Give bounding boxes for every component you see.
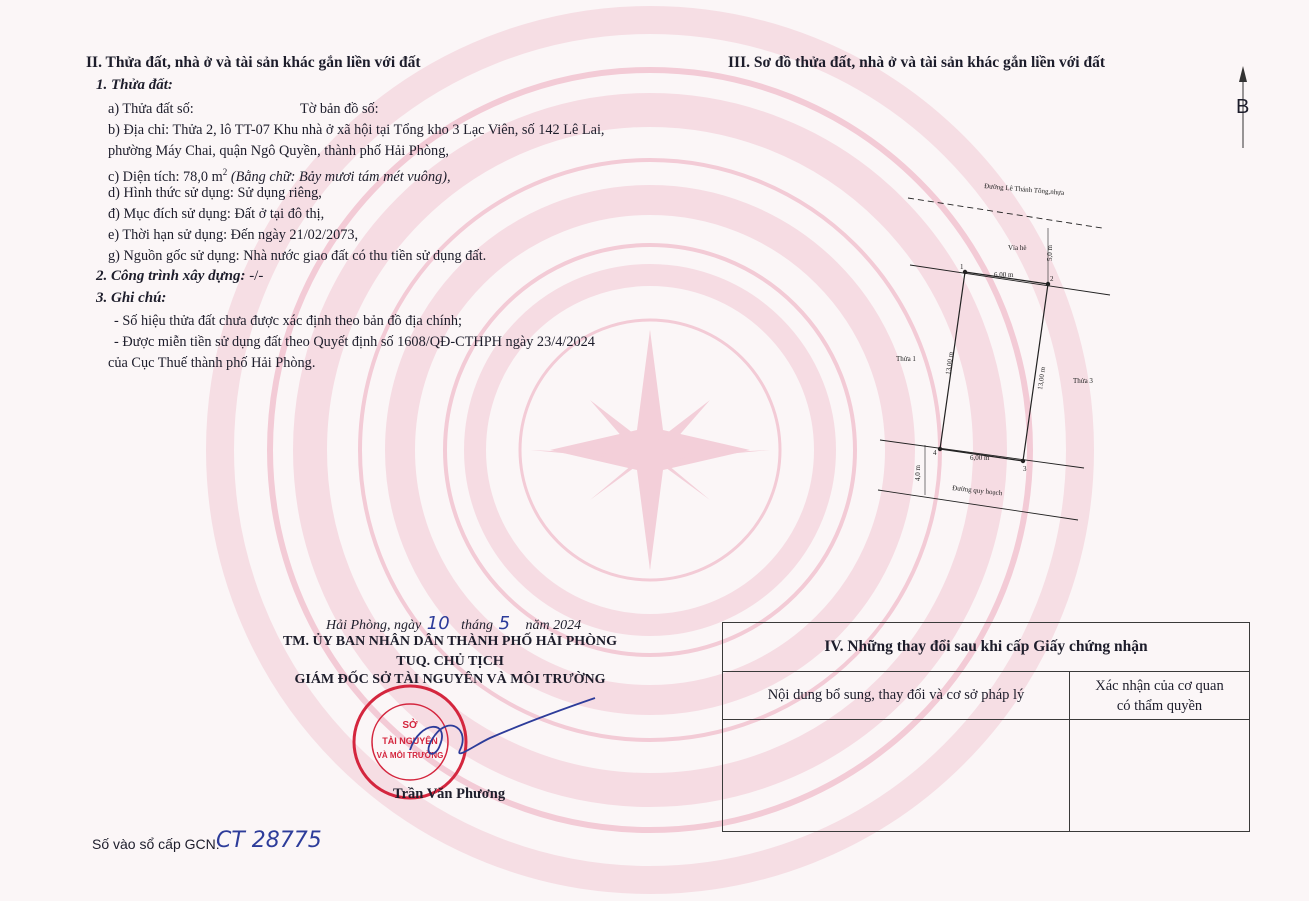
date-day: 10 xyxy=(426,613,450,634)
point-4-label: 4 xyxy=(933,449,937,457)
area-prefix: c) Diện tích: 78,0 m xyxy=(108,168,223,185)
date-prefix: Hải Phòng, ngày xyxy=(326,618,422,633)
address-line-2: phường Máy Chai, quận Ngô Quyền, thành phố Hải Phòng, xyxy=(108,143,449,159)
section2-heading: II. Thửa đất, nhà ở và tài sản khác gắn liền với đất xyxy=(86,54,421,71)
content-cell xyxy=(723,720,1070,832)
usage-purpose: đ) Mục đích sử dụng: Đất ở tại đô thị, xyxy=(108,206,325,222)
area-sup: 2 xyxy=(222,167,228,177)
road-top-label: Đường Lê Thánh Tông,nhựa xyxy=(983,182,1065,197)
parcel-diagram xyxy=(870,165,1120,535)
registry-label: Số vào sổ cấp GCN: xyxy=(92,836,220,852)
left-edge-label: 13,00 m xyxy=(944,351,956,376)
road-bottom-label: Đường quy hoạch xyxy=(951,484,1003,498)
month-label: tháng xyxy=(461,618,494,633)
date-line xyxy=(326,613,581,634)
road-bottom-width-label: 4,0 m xyxy=(914,465,922,481)
col-confirm-line1: Xác nhận của cơ quan xyxy=(1095,677,1224,694)
left-parcel-label: Thửa 1 xyxy=(896,355,916,363)
sidewalk-width-label: 5,0 m xyxy=(1046,245,1054,261)
usage-form: d) Hình thức sử dụng: Sử dụng riêng, xyxy=(108,185,322,201)
point-4 xyxy=(938,447,942,451)
svg-text:VÀ MÔI TRƯỜNG: VÀ MÔI TRƯỜNG xyxy=(376,751,444,760)
point-3 xyxy=(1021,459,1025,463)
right-parcel-label: Thửa 3 xyxy=(1073,377,1093,385)
svg-text:TÀI NGUYÊN: TÀI NGUYÊN xyxy=(382,736,438,746)
note-1: - Số hiệu thửa đất chưa được xác định theo bản đồ địa chính; xyxy=(114,313,463,329)
parcel-no-label: a) Thửa đất số: xyxy=(108,101,194,117)
usage-term: e) Thời hạn sử dụng: Đến ngày 21/02/2073, xyxy=(108,227,359,243)
address-line-1: b) Địa chỉ: Thửa 2, lô TT-07 Khu nhà ở xã hội tại Tổng kho 3 Lạc Viên, số 142 Lê Lai, xyxy=(108,122,605,138)
parcel-outline xyxy=(940,272,1048,461)
authority-line-3: GIÁM ĐỐC SỞ TÀI NGUYÊN VÀ MÔI TRƯỜNG xyxy=(294,672,606,687)
north-label: B xyxy=(1236,96,1250,118)
road-top-edge xyxy=(908,198,1102,228)
col-confirm-line2: có thẩm quyền xyxy=(1116,697,1203,714)
note-2: - Được miễn tiền sử dụng đất theo Quyết định số 1608/QĐ-CTHPH ngày 23/4/2024 xyxy=(114,334,595,350)
construction-value: -/- xyxy=(245,268,264,284)
point-2-label: 2 xyxy=(1050,275,1054,283)
year-label: năm 2024 xyxy=(525,618,582,633)
usage-origin: g) Nguồn gốc sử dụng: Nhà nước giao đất có thu tiền sử dụng đất. xyxy=(108,248,487,264)
top-edge-label: 6,00 m xyxy=(994,271,1014,279)
col-confirm-header xyxy=(1070,672,1250,720)
sidewalk-label: Vỉa hè xyxy=(1008,244,1027,252)
confirm-cell xyxy=(1070,720,1250,832)
notes-heading: 3. Ghi chú: xyxy=(96,290,167,306)
changes-table xyxy=(722,622,1250,832)
map-sheet-label: Tờ bản đồ số: xyxy=(300,101,379,117)
signer-name: Trần Văn Phương xyxy=(393,786,506,802)
authority-line-1: TM. ỦY BAN NHÂN DÂN THÀNH PHỐ HẢI PHÒNG xyxy=(282,634,618,649)
land-heading: 1. Thửa đất: xyxy=(96,77,173,93)
point-3-label: 3 xyxy=(1023,465,1027,473)
area-words: (Bằng chữ: Bảy mươi tám mét vuông), xyxy=(227,168,451,185)
sidewalk-edge xyxy=(910,265,1110,295)
bottom-edge-label: 6,00 m xyxy=(970,454,990,462)
authority-line-2: TUQ. CHỦ TỊCH xyxy=(396,654,504,669)
construction-heading: 2. Công trình xây dựng: xyxy=(96,268,246,284)
svg-text:SỞ: SỞ xyxy=(402,720,418,731)
date-month: 5 xyxy=(498,613,511,634)
construction-line xyxy=(96,268,263,285)
col-content-header: Nội dung bổ sung, thay đổi và cơ sở pháp lý xyxy=(723,672,1070,720)
note-2-cont: của Cục Thuế thành phố Hải Phòng. xyxy=(108,355,316,371)
registry-number: CT 28775 xyxy=(216,828,322,853)
point-1-label: 1 xyxy=(960,263,964,271)
section4-heading: IV. Những thay đổi sau khi cấp Giấy chứng nhận xyxy=(723,623,1250,672)
handwritten-signature xyxy=(340,690,600,790)
right-edge-label: 13,00 m xyxy=(1036,366,1048,391)
section3-heading: III. Sơ đồ thửa đất, nhà ở và tài sản khác gắn liền với đất xyxy=(728,54,1106,71)
